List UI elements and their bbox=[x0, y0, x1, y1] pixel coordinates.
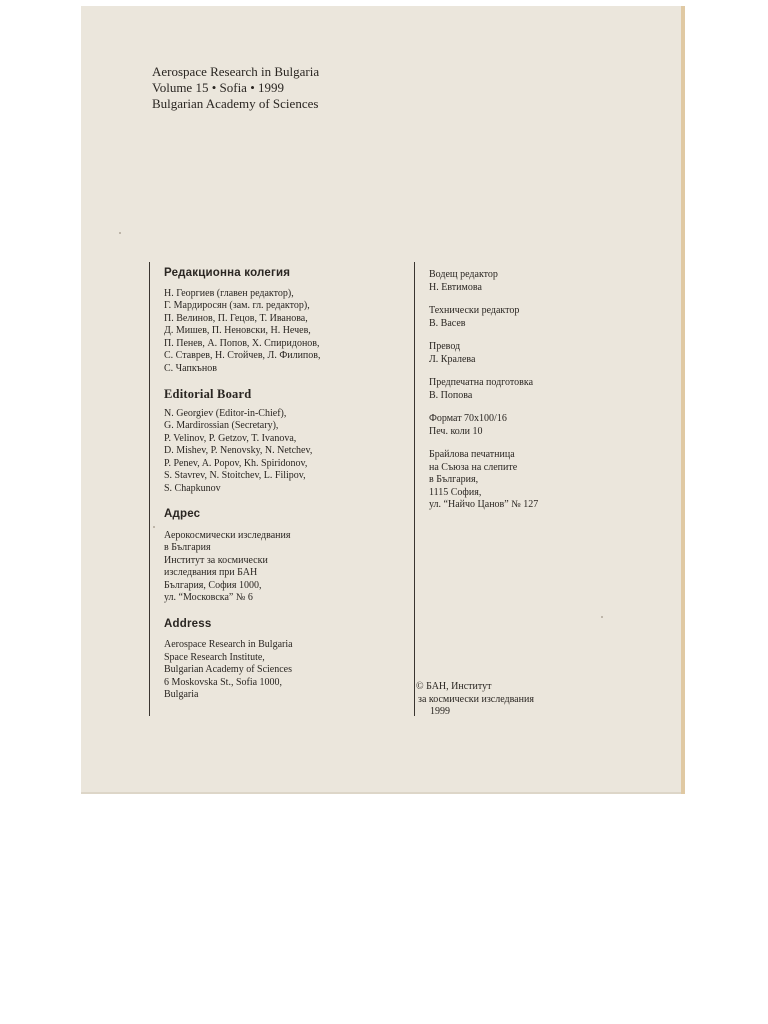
technical-editor bbox=[429, 305, 669, 330]
right-line: Брайлова печатница bbox=[429, 449, 515, 460]
format-info bbox=[429, 413, 669, 438]
editorial-board-bg-line: Д. Мишев, П. Неновски, Н. Нечев, bbox=[164, 325, 311, 336]
right-line: Водещ редактор bbox=[429, 269, 498, 280]
address-bg-line: България, София 1000, bbox=[164, 579, 262, 591]
prepress bbox=[429, 377, 669, 402]
right-line: В. Васев bbox=[429, 317, 466, 329]
right-line: 1115 София, bbox=[429, 486, 482, 498]
right-line: в България, bbox=[429, 474, 479, 485]
address-en bbox=[164, 618, 409, 702]
editorial-board-bg-line: П. Велинов, П. Гецов, Т. Иванова, bbox=[164, 312, 308, 324]
right-line: ул. “Найчо Цанов” № 127 bbox=[429, 499, 539, 510]
address-en-line: 6 Moskovska St., Sofia 1000, bbox=[164, 676, 283, 688]
address-bg-line: Институт за космически bbox=[164, 554, 268, 566]
journal-header bbox=[152, 64, 319, 112]
right-line: на Съюза на слепите bbox=[429, 461, 518, 473]
journal-publisher: Bulgarian Academy of Sciences bbox=[152, 96, 319, 111]
left-rule bbox=[149, 262, 150, 716]
right-line: Л. Кралева bbox=[429, 353, 476, 365]
right-line: Предпечатна подготовка bbox=[429, 377, 534, 388]
editorial-board-bg-line: Н. Георгиев (главен редактор), bbox=[164, 287, 294, 299]
paper-speck bbox=[153, 526, 155, 528]
address-en-line: Space Research Institute, bbox=[164, 651, 265, 663]
right-line: В. Попова bbox=[429, 389, 473, 401]
right-line: Превод bbox=[429, 341, 461, 352]
editorial-board-en-line: P. Penev, A. Popov, Kh. Spiridonov, bbox=[164, 457, 308, 469]
address-bg-line: Аерокосмически изследвания bbox=[164, 529, 291, 541]
journal-volume: Volume 15 • Sofia • 1999 bbox=[152, 80, 284, 95]
copyright-notice bbox=[416, 681, 534, 719]
editorial-board-bg bbox=[164, 267, 409, 375]
copyright-year: 1999 bbox=[430, 706, 450, 717]
right-line: Формат 70х100/16 bbox=[429, 413, 507, 424]
right-rule bbox=[414, 262, 415, 716]
address-bg-line: изследвания при БАН bbox=[164, 567, 258, 578]
left-column bbox=[164, 267, 409, 715]
editorial-board-bg-line: Г. Мардиросян (зам. гл. редактор), bbox=[164, 300, 310, 311]
copyright-line: © БАН, Институт bbox=[416, 681, 492, 692]
address-en-heading: Address bbox=[164, 617, 212, 630]
paper-speck bbox=[119, 232, 121, 234]
address-en-line: Aerospace Research in Bulgaria bbox=[164, 639, 293, 650]
editorial-board-bg-line: П. Пенев, А. Попов, Х. Спиридонов, bbox=[164, 337, 320, 349]
editorial-board-en-heading: Editorial Board bbox=[164, 387, 252, 401]
paper-speck bbox=[601, 616, 603, 618]
address-en-line: Bulgarian Academy of Sciences bbox=[164, 664, 293, 675]
printing-house bbox=[429, 449, 669, 512]
right-line: Н. Евтимова bbox=[429, 281, 482, 293]
address-bg-heading: Адрес bbox=[164, 508, 201, 520]
managing-editor bbox=[429, 269, 669, 294]
journal-title: Aerospace Research in Bulgaria bbox=[152, 64, 320, 79]
address-bg-line: в България bbox=[164, 542, 211, 553]
editorial-board-en-line: S. Chapkunov bbox=[164, 482, 221, 494]
editorial-board-bg-heading: Редакционна колегия bbox=[164, 267, 291, 279]
right-line: Технически редактор bbox=[429, 305, 520, 316]
editorial-board-bg-line: С. Ставрев, Н. Стойчев, Л. Филипов, bbox=[164, 350, 321, 361]
editorial-board-en-line: G. Mardirossian (Secretary), bbox=[164, 420, 279, 431]
copyright-line: за космически изследвания bbox=[418, 693, 534, 705]
editorial-board-bg-line: С. Чапкънов bbox=[164, 362, 217, 374]
translation bbox=[429, 341, 669, 366]
editorial-board-en bbox=[164, 388, 409, 495]
address-bg bbox=[164, 508, 409, 605]
address-bg-line: ул. “Московска” № 6 bbox=[164, 592, 253, 603]
right-line: Печ. коли 10 bbox=[429, 425, 483, 437]
right-column bbox=[429, 269, 669, 523]
editorial-board-en-line: D. Mishev, P. Nenovsky, N. Netchev, bbox=[164, 445, 313, 456]
editorial-board-en-line: P. Velinov, P. Getzov, T. Ivanova, bbox=[164, 432, 297, 444]
editorial-board-en-line: N. Georgiev (Editor-in-Chief), bbox=[164, 407, 287, 419]
editorial-board-en-line: S. Stavrev, N. Stoitchev, L. Filipov, bbox=[164, 470, 306, 481]
address-en-line: Bulgaria bbox=[164, 689, 199, 700]
